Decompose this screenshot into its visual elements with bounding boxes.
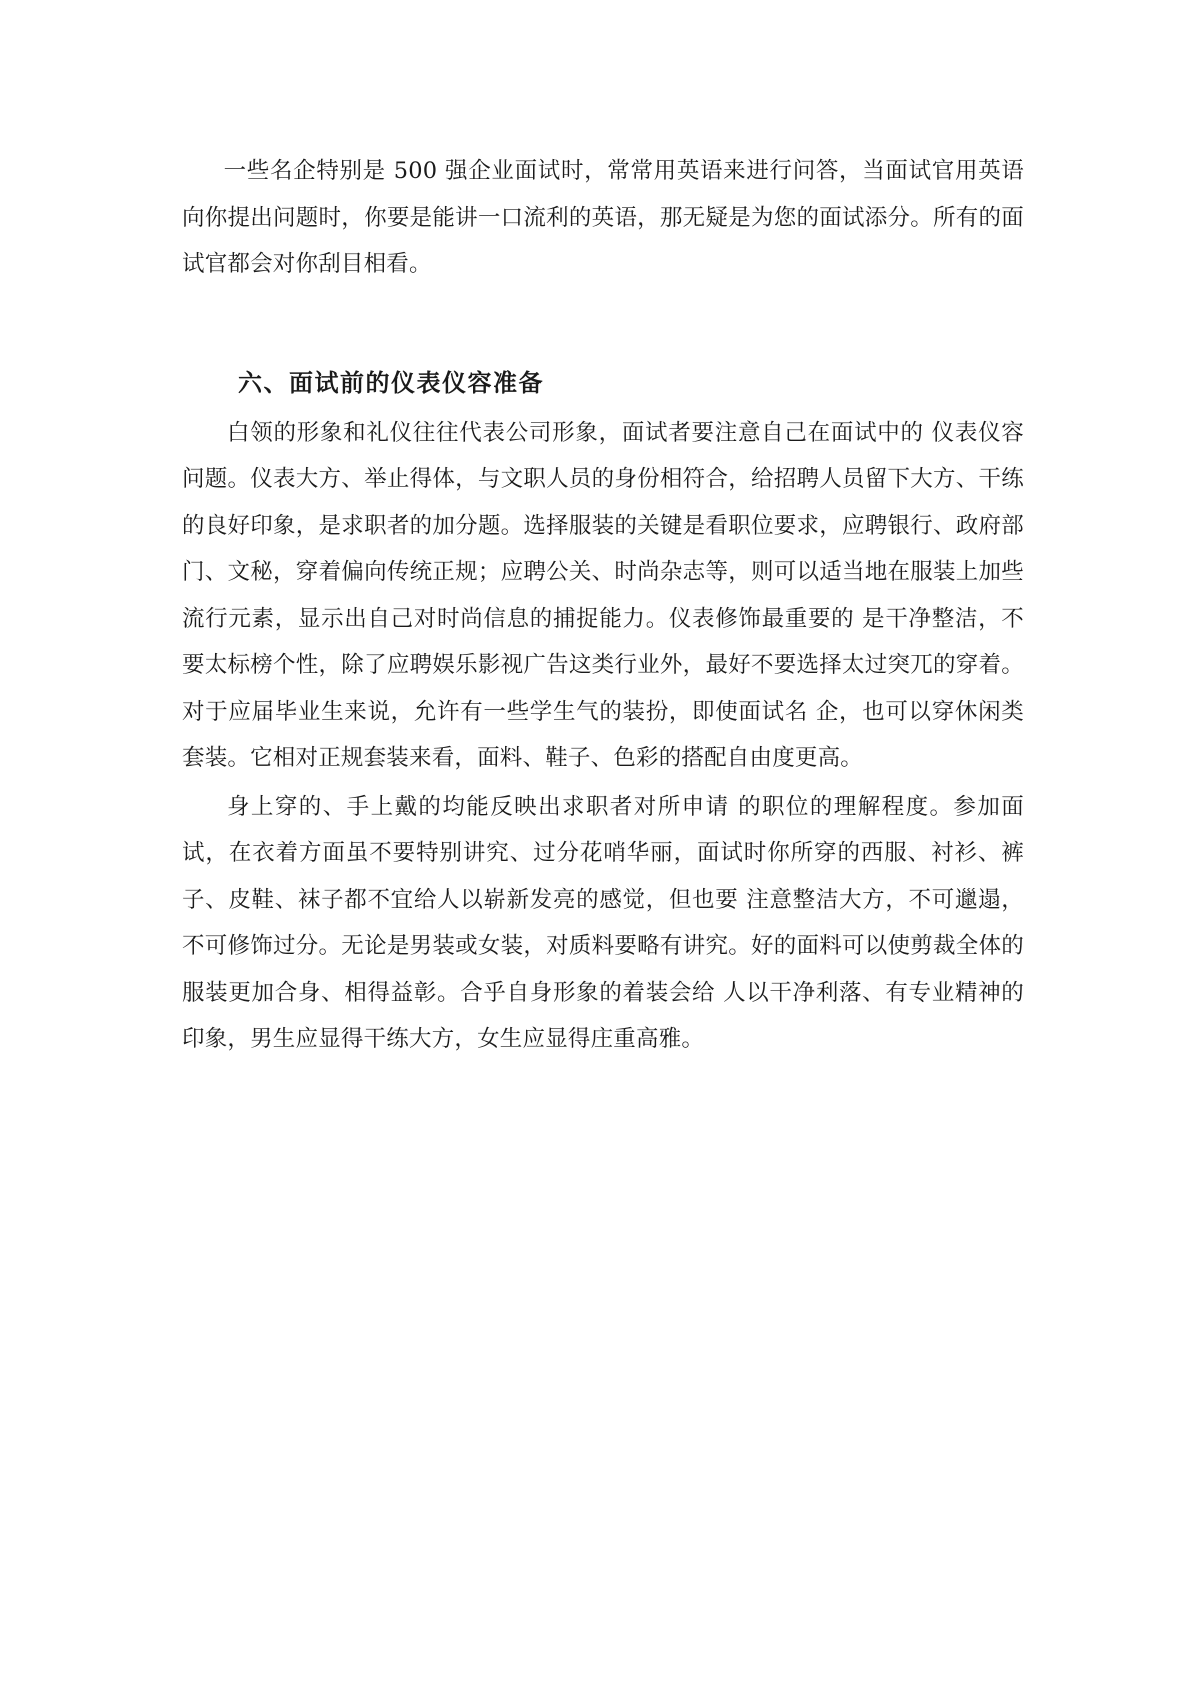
section-heading-appearance: 六、面试前的仪表仪容准备 <box>238 367 544 397</box>
document-body <box>182 148 1024 1063</box>
paragraph-appearance-image: 白领的形象和礼仪往往代表公司形象，面试者要注意自己在面试中的 仪表仪容问题。仪表大方、举止得体，与文职人员的身份相符合，给招聘人员留下大方、干练的良好印象，是求职者的加分题。选择服装的关键是看职位要求，应聘银行、政府部门、文秘，穿着偏向传统正规；应聘公关、时尚杂志等，则可以适当地在服装上加些流行元素，显示出自己对时尚信息的捕捉能力。仪表修饰最重要的 是干净整洁，不要太标榜个性，除了应聘娱乐影视广告这类行业外，最好不要选择太过突兀的穿着。对于应届毕业生来说，允许有一些学生气的装扮，即使面试名 企，也可以穿休闲类套装。它相对正规套装来看，面料、鞋子、色彩的搭配自由度更高。 <box>182 419 1024 771</box>
paragraph-english-interview: 一些名企特别是 500 强企业面试时，常常用英语来进行问答，当面试官用英语向你提出问题时，你要是能讲一口流利的英语，那无疑是为您的面试添分。所有的面试官都会对你刮目相看。 <box>182 158 1024 277</box>
paragraph-clothing-details: 身上穿的、手上戴的均能反映出求职者对所申请 的职位的理解程度。参加面试，在衣着方面虽不要特别讲究、过分花哨华丽，面试时你所穿的西服、衬衫、裤子、皮鞋、袜子都不宜给人以崭新发亮的感觉，但也要 注意整洁大方，不可邋遢，不可修饰过分。无论是男装或女装，对质料要略有讲究。好的面料可以使剪裁全体的服装更加合身、相得益彰。合乎自身形象的着装会给 人以干净利落、有专业精神的印象，男生应显得干练大方，女生应显得庄重高雅。 <box>182 793 1024 1052</box>
